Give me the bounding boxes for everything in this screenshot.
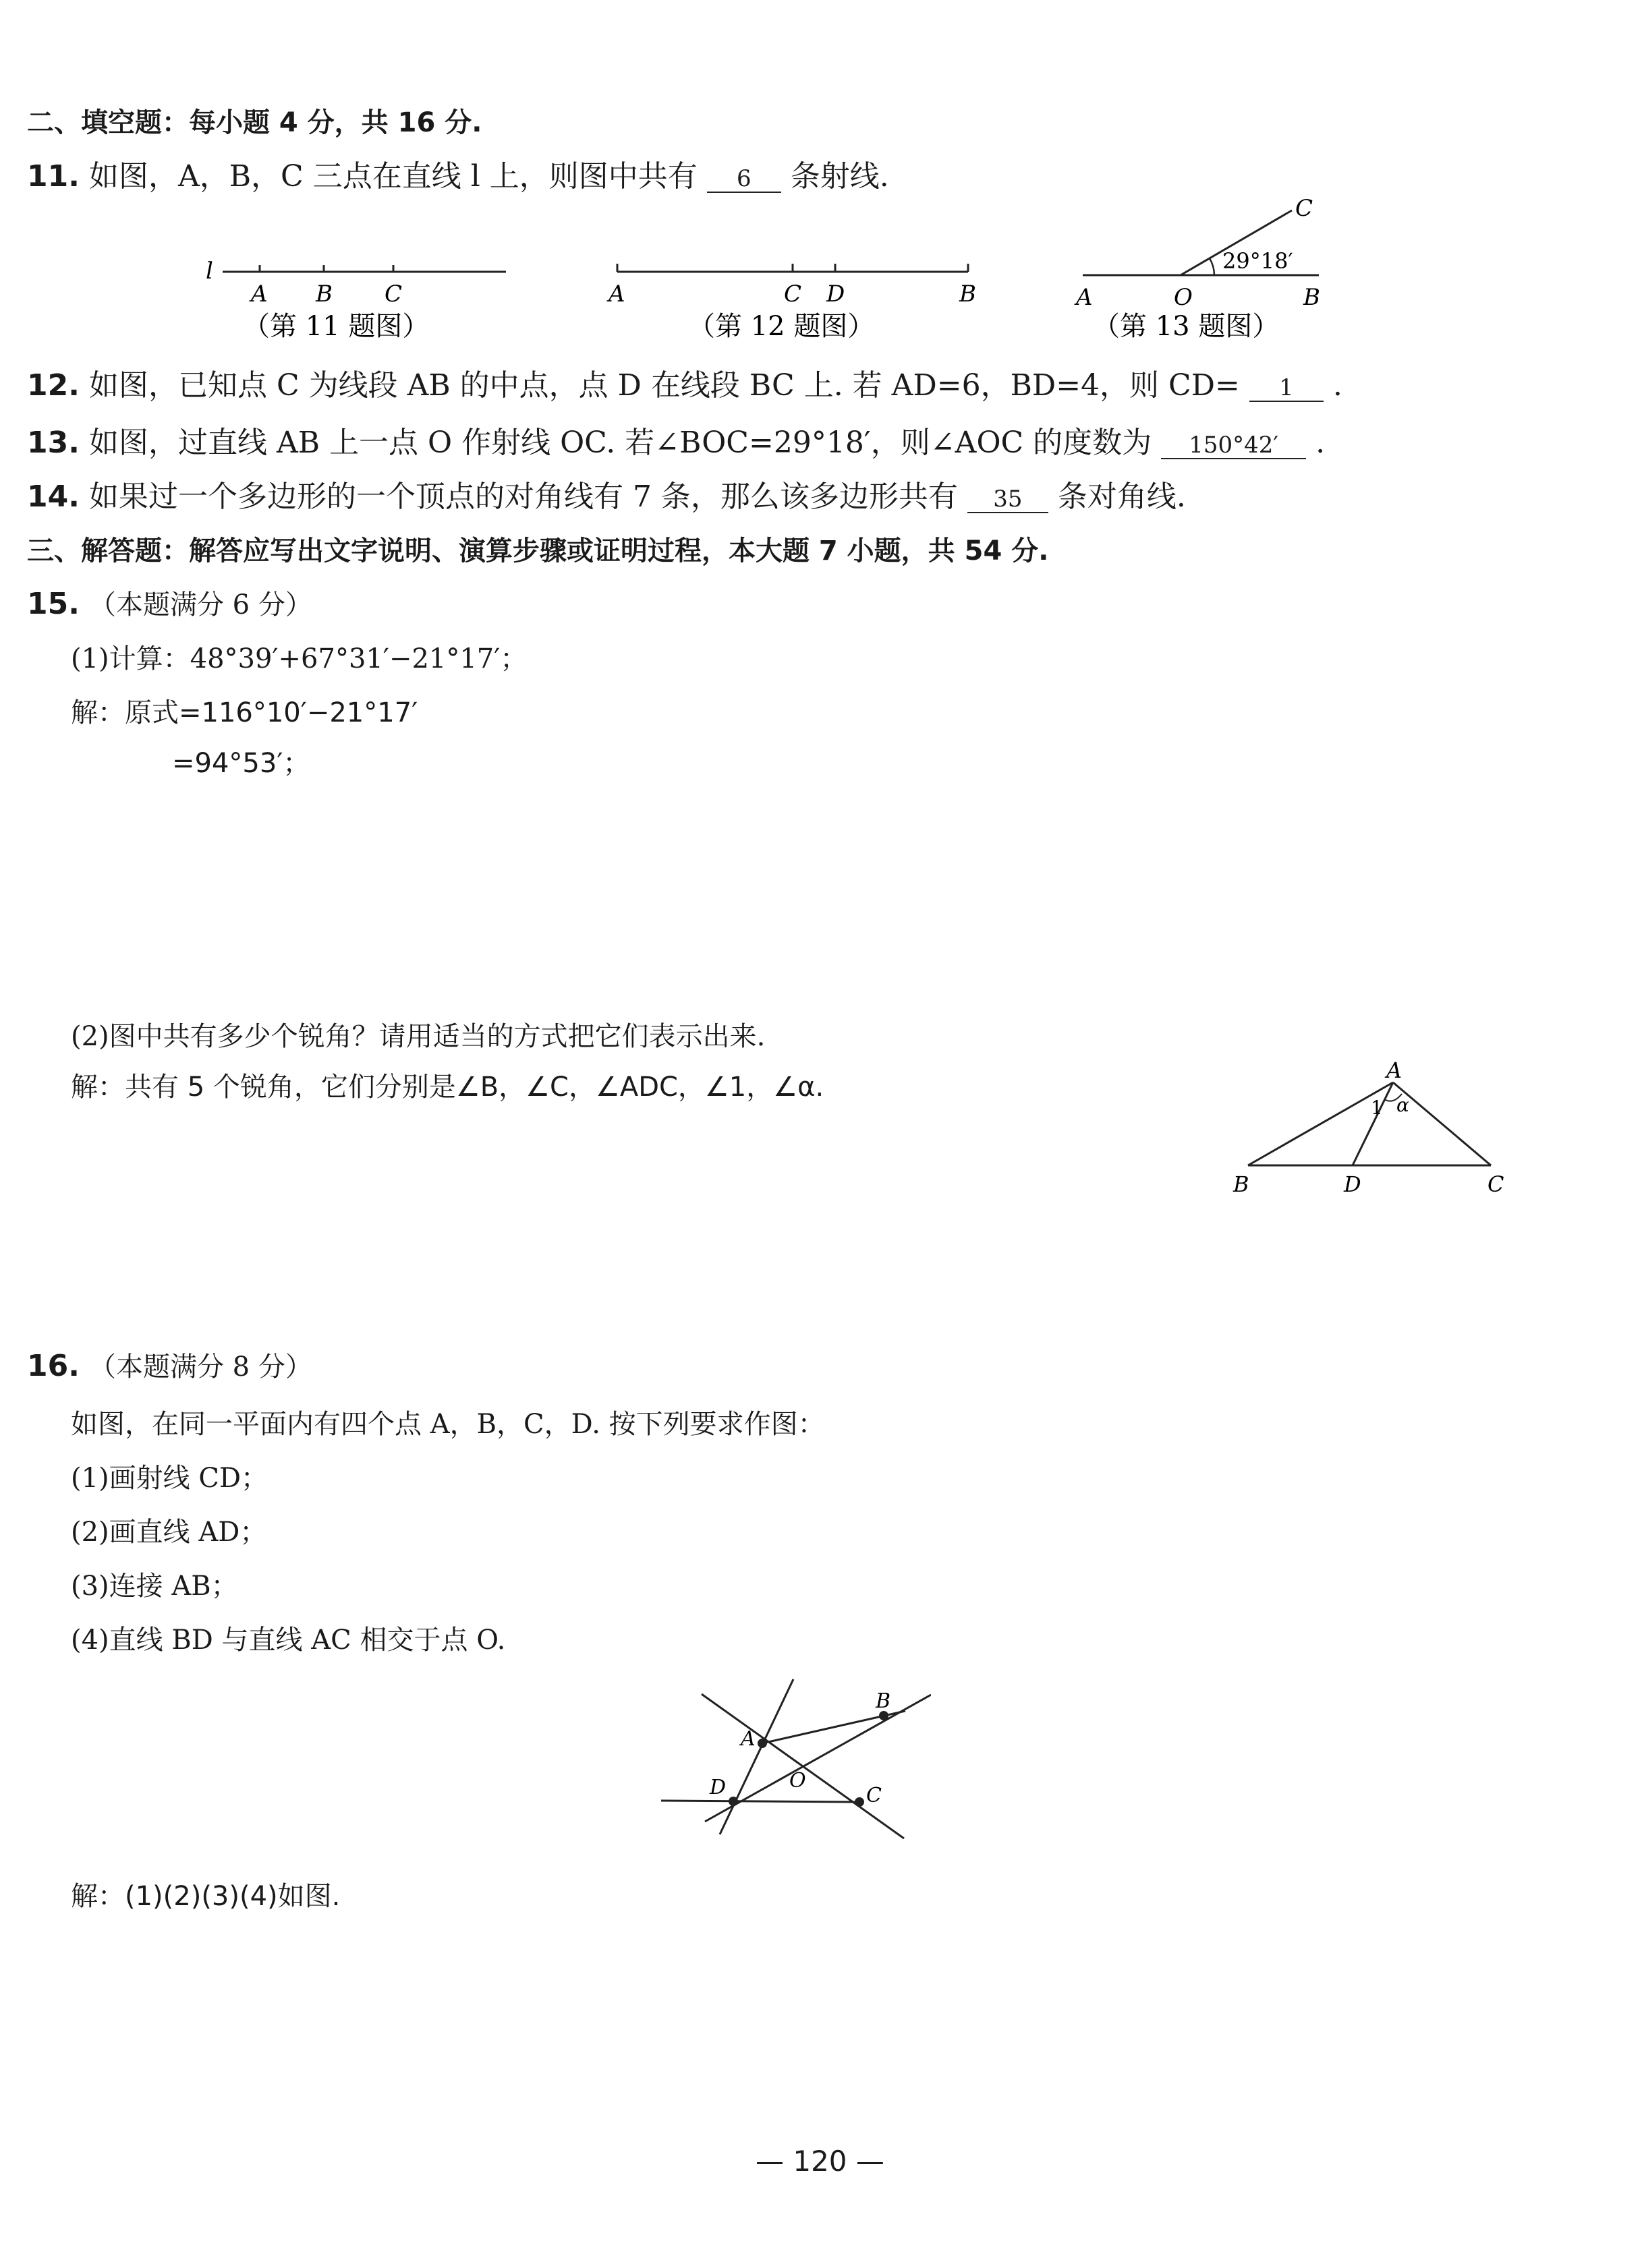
label-A: A (741, 1727, 756, 1751)
question-number: 15. (27, 587, 80, 621)
question-12 (27, 361, 1342, 404)
page-number: — 120 — (756, 2145, 884, 2178)
figure-caption: （第 12 题图） (688, 311, 875, 342)
question-text-end: . (1332, 368, 1342, 403)
question-text: 如图，A，B，C 三点在直线 l 上，则图中共有 (88, 159, 698, 194)
answer-blank: 150°42′ (1161, 433, 1306, 459)
label-A: A (1386, 1059, 1402, 1083)
q15-part-2: (2)图中共有多少个锐角？请用适当的方式把它们表示出来. (71, 1021, 766, 1052)
q15-solution-1-line-1: 解：原式=116°10′−21°17′ (71, 697, 418, 728)
angle-label: 29°18′ (1222, 248, 1293, 274)
question-11 (27, 152, 889, 195)
label-A: A (251, 281, 268, 308)
question-text-end: . (1315, 426, 1326, 460)
answer-blank: 6 (707, 167, 781, 193)
question-15-header (27, 583, 312, 622)
label-l: l (206, 258, 213, 285)
answer-blank: 35 (967, 487, 1048, 513)
question-number: 13. (27, 426, 80, 460)
figure-12 (600, 253, 992, 347)
question-number: 16. (27, 1349, 80, 1383)
question-text-end: 条对角线. (1057, 479, 1186, 514)
label-D: D (1344, 1171, 1361, 1197)
label-C: C (866, 1784, 882, 1807)
label-D: D (710, 1776, 727, 1799)
figure-13 (1073, 196, 1342, 347)
question-number: 11. (27, 159, 80, 194)
question-16-header (27, 1345, 312, 1384)
section-3-title: 三、解答题：解答应写出文字说明、演算步骤或证明过程，本大题 7 小题，共 54 分. (27, 535, 1049, 566)
question-14 (27, 472, 1186, 515)
label-O: O (789, 1769, 806, 1793)
label-C: C (385, 281, 403, 308)
question-number: 14. (27, 479, 80, 514)
question-number: 12. (27, 368, 80, 403)
figure-caption: （第 13 题图） (1093, 311, 1280, 342)
label-D: D (826, 281, 845, 308)
score-note: （本题满分 6 分） (88, 589, 312, 620)
label-1: 1 (1371, 1097, 1383, 1119)
q15-part-1: (1)计算：48°39′+67°31′−21°17′； (71, 643, 528, 674)
label-A: A (608, 281, 625, 308)
section-2-title: 二、填空题：每小题 4 分，共 16 分. (27, 107, 482, 138)
label-B: B (959, 281, 976, 308)
score-note: （本题满分 8 分） (88, 1351, 312, 1383)
figure-11 (202, 253, 513, 347)
label-B: B (1303, 284, 1320, 311)
label-B: B (1233, 1171, 1249, 1197)
question-text-end: 条射线. (790, 159, 889, 194)
label-C: C (1487, 1171, 1504, 1197)
label-C: C (1295, 196, 1313, 222)
question-text: 如果过一个多边形的一个顶点的对角线有 7 条，那么该多边形共有 (88, 479, 958, 514)
label-A: A (1076, 284, 1093, 311)
question-text: 如图，过直线 AB 上一点 O 作射线 OC. 若∠BOC=29°18′，则∠AOC 的度数为 (88, 426, 1152, 460)
question-text: 如图，已知点 C 为线段 AB 的中点，点 D 在线段 BC 上. 若 AD=6，BD=4，则 CD= (88, 368, 1240, 403)
figure-16 (661, 1673, 931, 1855)
label-alpha: α (1396, 1094, 1409, 1116)
q16-solution: 解：(1)(2)(3)(4)如图. (71, 1881, 341, 1912)
label-C: C (784, 281, 802, 308)
q15-solution-1-line-2: =94°53′； (172, 748, 310, 779)
q15-solution-2: 解：共有 5 个锐角，它们分别是∠B，∠C，∠ADC，∠1，∠α. (71, 1072, 824, 1103)
answer-blank: 1 (1249, 376, 1324, 402)
q16-step-4: (4)直线 BD 与直线 AC 相交于点 O. (71, 1625, 506, 1656)
label-O: O (1174, 284, 1193, 311)
label-B: B (316, 281, 333, 308)
label-B: B (876, 1689, 891, 1713)
q16-step-2: (2)画直线 AD； (71, 1517, 267, 1548)
figure-15 (1228, 1059, 1518, 1200)
q16-step-3: (3)连接 AB； (71, 1571, 238, 1602)
q16-intro: 如图，在同一平面内有四个点 A，B，C，D. 按下列要求作图： (71, 1409, 825, 1440)
q16-step-1: (1)画射线 CD； (71, 1463, 268, 1494)
figure-caption: （第 11 题图） (243, 311, 430, 342)
question-13 (27, 418, 1325, 461)
